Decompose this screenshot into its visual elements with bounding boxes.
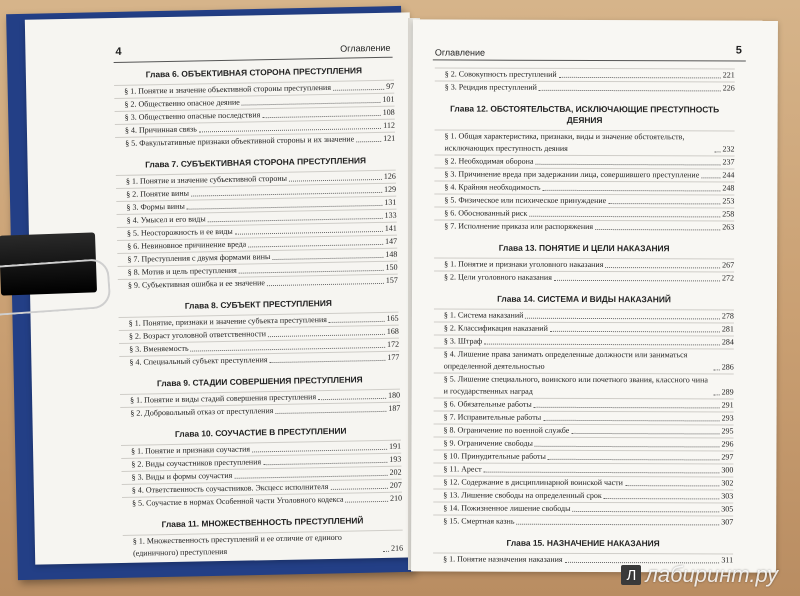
dot-leader [239, 270, 384, 274]
toc-entry [435, 67, 735, 81]
dot-leader [605, 267, 720, 268]
toc-entry-title: § 3. Вменяемость [129, 343, 189, 354]
toc-entry [434, 321, 734, 335]
dot-leader [548, 459, 720, 461]
toc-entry-title: § 3. Причинение вреда при задержании лица, совершившего преступление [444, 169, 700, 180]
toc-entry [434, 180, 734, 194]
dot-leader [275, 411, 386, 414]
toc-entry [433, 514, 733, 528]
toc-entry-title: § 1. Понятие, признаки и значение субъекта преступления [128, 315, 327, 328]
toc-entry-page: 126 [383, 171, 396, 181]
dot-leader [330, 488, 387, 490]
toc-entry-title: § 1. Понятие и виды стадий совершения преступления [130, 392, 317, 405]
toc-entry-page: 112 [383, 120, 395, 130]
toc-entry-title: § 2. Совокупность преступлений [444, 69, 557, 79]
dot-leader [235, 231, 383, 235]
toc-entry-page: 258 [722, 209, 735, 219]
toc-entry-title: § 2. Виды соучастников преступления [131, 457, 262, 469]
watermark-text: лабиринт.ру [645, 562, 778, 587]
toc-entry-page: 253 [722, 196, 735, 206]
dot-leader [604, 498, 720, 499]
toc-entry-title: § 5. Лишение специального, воинского или почетного звания, классного чина и государственных наград [443, 374, 708, 396]
watermark [621, 562, 778, 588]
toc-entry-title: § 8. Мотив и цель преступления [127, 265, 237, 277]
toc-entry [434, 154, 734, 168]
toc-entry-title: § 5. Соучастие в нормах Особенной части Уголовного кодекса [132, 494, 344, 508]
dot-leader [242, 102, 381, 106]
toc-entry [433, 449, 733, 463]
dot-leader [248, 244, 383, 248]
toc-entry-page: 141 [384, 223, 397, 233]
toc-entry-title: § 3. Формы вины [126, 201, 185, 212]
toc-entry-title: § 1. Понятие и признаки уголовного наказания [444, 259, 604, 270]
toc-entry-page: 165 [386, 313, 399, 323]
toc-entry-title: § 6. Обоснованный риск [444, 208, 528, 218]
dot-leader [272, 257, 383, 260]
toc-entry-page: 267 [722, 260, 735, 270]
toc-entry-title: § 9. Ограничение свободы [443, 438, 533, 448]
toc-entry-page: 232 [722, 144, 735, 154]
toc-entry-page: 303 [721, 491, 734, 501]
toc-entry-page: 202 [389, 467, 402, 477]
toc-entry-page: 311 [721, 555, 734, 565]
running-title: Оглавление [340, 42, 391, 54]
toc-entry-title: § 9. Субъективная ошибка и ее значение [127, 278, 265, 290]
toc-entry-title: § 4. Причинная связь [124, 124, 197, 135]
toc-entry-page: 121 [383, 133, 396, 143]
dot-leader [318, 398, 386, 400]
toc-entry [433, 501, 733, 515]
toc-entry-page: 305 [721, 504, 734, 514]
chapter-heading: Глава 9. СТАДИИ СОВЕРШЕНИЯ ПРЕСТУПЛЕНИЯ [156, 374, 363, 389]
toc-entry-page: 150 [385, 262, 398, 272]
toc-entry [123, 530, 403, 560]
toc-entry [434, 308, 734, 322]
toc-entry-page: 302 [721, 478, 734, 488]
dot-leader [536, 164, 721, 166]
dot-leader [252, 449, 387, 453]
toc-entry-title: § 5. Физическое или психическое принуждение [444, 195, 607, 206]
toc-entry-page: 148 [385, 249, 398, 259]
toc-entry-page: 97 [386, 81, 395, 91]
dot-leader [329, 321, 385, 323]
dot-leader [333, 89, 384, 91]
toc-entry [433, 436, 733, 450]
toc-entry [434, 219, 734, 233]
toc-entry-title: § 1. Понятие назначения наказания [443, 554, 563, 564]
page-number: 4 [115, 45, 122, 59]
toc-entry-page: 295 [721, 426, 734, 436]
dot-leader [539, 90, 721, 92]
toc-entry-title: § 3. Общественно опасные последствия [124, 110, 261, 122]
toc-entry-page: 210 [389, 493, 403, 503]
dot-leader [625, 485, 719, 486]
toc-entry-page: 129 [384, 184, 397, 194]
chapter-heading: Глава 11. МНОЖЕСТВЕННОСТЬ ПРЕСТУПЛЕНИЙ [161, 515, 364, 530]
toc-entry-title: § 2. Добровольный отказ от преступления [130, 406, 274, 418]
toc-entry-title: § 3. Штраф [443, 336, 483, 346]
toc-entry [435, 80, 735, 94]
header-rule [433, 59, 746, 61]
toc-entry [433, 475, 733, 489]
toc-entry-page: 168 [386, 326, 399, 336]
toc-entry [434, 347, 734, 373]
dot-leader [543, 420, 720, 422]
toc-entry-title: § 11. Арест [443, 464, 482, 474]
dot-leader [263, 462, 387, 465]
toc-entry-title: § 7. Преступления с двумя формами вины [127, 252, 271, 264]
dot-leader [529, 216, 720, 218]
toc-entry-page: 147 [385, 236, 398, 246]
toc-entry-page: 133 [384, 210, 397, 220]
toc-entry-page: 286 [721, 362, 734, 372]
toc-entry-page: 180 [387, 390, 401, 400]
toc-entry-page: 296 [721, 439, 734, 449]
dot-leader [559, 77, 721, 79]
toc-entry [434, 423, 734, 437]
toc-entry-page: 278 [721, 311, 734, 321]
dot-leader [484, 472, 720, 474]
toc-entry [433, 488, 733, 502]
dot-leader [595, 229, 720, 230]
toc-entry-page: 297 [721, 452, 734, 462]
dot-leader [550, 331, 720, 333]
toc-entry-page: 248 [722, 183, 735, 193]
dot-leader [484, 344, 720, 346]
toc-entry-page: 263 [722, 222, 735, 232]
toc-entry-title: § 4. Ответственность соучастников. Эксцесс исполнителя [131, 482, 329, 495]
toc-entry-title: § 1. Понятие и признаки соучастия [131, 444, 251, 456]
toc-entry [434, 410, 734, 424]
running-title: Оглавление [434, 47, 486, 58]
toc-entry-page: 187 [388, 403, 401, 413]
toc [433, 67, 735, 566]
toc-entry [434, 270, 734, 284]
toc-entry [433, 462, 733, 476]
toc-entry-page: 244 [722, 170, 735, 180]
toc-entry-title: § 3. Виды и формы соучастия [131, 470, 233, 482]
toc-entry-title: § 6. Обязательные работы [443, 399, 532, 409]
toc-entry-page: 131 [384, 197, 397, 207]
toc-entry-title: § 2. Возраст уголовной ответственности [128, 329, 267, 341]
dot-leader [525, 318, 720, 320]
dot-leader [516, 524, 719, 526]
chapter-heading: Глава 7. СУБЪЕКТИВНАЯ СТОРОНА ПРЕСТУПЛЕНИЯ [145, 155, 367, 170]
dot-leader [267, 283, 384, 286]
toc-entry-title: § 5. Факультативные признаки объективной стороны и их значение [125, 134, 355, 148]
toc-entry [434, 167, 734, 181]
dot-leader [572, 511, 719, 513]
toc-entry-page: 108 [382, 107, 395, 117]
chapter-heading: Глава 14. СИСТЕМА И ВИДЫ НАКАЗАНИЙ [497, 293, 671, 305]
dot-leader [714, 394, 720, 395]
toc-entry-title: § 5. Неосторожность и ее виды [126, 226, 233, 238]
toc-entry-title: § 1. Понятие и значение субъективной стороны [125, 173, 288, 186]
toc-entry [434, 193, 734, 207]
toc-entry-title: § 1. Множественность преступлений и ее отличие от единого (единичного) преступления [132, 532, 342, 558]
dot-leader [289, 179, 382, 182]
dot-leader [356, 141, 381, 142]
toc-entry-page: 207 [389, 480, 402, 490]
toc-entry [434, 257, 734, 271]
toc-entry [434, 206, 734, 220]
toc-entry-page: 291 [721, 400, 734, 410]
toc-entry-title: § 2. Классификация наказаний [443, 323, 548, 333]
toc-entry-title: § 13. Лишение свободы на определенный срок [443, 490, 602, 501]
toc-entry-page: 300 [721, 465, 734, 475]
dot-leader [346, 501, 389, 503]
toc-entry-page: 289 [721, 387, 734, 397]
toc-entry-page: 157 [385, 275, 398, 285]
dot-leader [543, 190, 721, 192]
toc-entry-title: § 8. Ограничение по военной службе [443, 425, 570, 435]
toc-entry [434, 129, 734, 155]
chapter-heading: Глава 6. ОБЪЕКТИВНАЯ СТОРОНА ПРЕСТУПЛЕНИЯ [145, 65, 363, 80]
toc-entry [434, 334, 734, 348]
toc-entry-title: § 2. Необходимая оборона [444, 156, 534, 166]
toc-entry-page: 237 [722, 157, 735, 167]
toc-entry-title: § 4. Умысел и его виды [126, 214, 206, 225]
toc-entry-title: § 6. Невиновное причинение вреда [127, 239, 247, 251]
dot-leader [571, 433, 719, 435]
chapter-heading: Глава 12. ОБСТОЯТЕЛЬСТВА, ИСКЛЮЧАЮЩИЕ ПРЕСТУПНОСТЬ ДЕЯНИЯ [450, 103, 720, 126]
toc-entry-title: § 2. Общественно опасное деяние [124, 97, 240, 109]
toc-entry-page: 226 [722, 83, 735, 93]
toc-entry-page: 193 [389, 454, 402, 464]
toc-entry-page: 191 [388, 441, 402, 451]
toc-entry-page: 221 [722, 70, 735, 80]
chapter-heading: Глава 10. СОУЧАСТИЕ В ПРЕСТУПЛЕНИИ [174, 425, 347, 439]
dot-leader [535, 446, 720, 448]
toc-entry-title: § 2. Понятие вины [126, 188, 190, 199]
toc-entry-page: 284 [721, 337, 734, 347]
toc-entry-title: § 4. Крайняя необходимость [444, 182, 541, 192]
toc-entry-title: § 4. Специальный субъект преступления [129, 355, 268, 367]
toc-entry-page: 272 [722, 273, 735, 283]
dot-leader [714, 369, 720, 370]
toc-entry-page: 177 [387, 352, 400, 362]
dot-leader [270, 360, 386, 363]
dot-leader [701, 177, 720, 178]
dot-leader [608, 203, 720, 204]
toc-entry-title: § 14. Пожизненное лишение свободы [443, 503, 571, 513]
page-number: 5 [735, 44, 742, 57]
toc-entry-title: § 3. Рецидив преступлений [444, 82, 537, 92]
toc-entry-title: § 12. Содержание в дисциплинарной воинской части [443, 477, 623, 488]
chapter-heading: Глава 8. СУБЪЕКТ ПРЕСТУПЛЕНИЯ [184, 297, 332, 311]
toc-entry-title: § 1. Система наказаний [443, 310, 524, 320]
toc-entry-page: 216 [390, 543, 404, 553]
toc-entry [434, 397, 734, 411]
toc-entry [434, 372, 734, 398]
dot-leader [234, 475, 387, 479]
toc-entry-page: 281 [721, 324, 734, 334]
toc-entry-title: § 4. Лишение права занимать определенные должности или заниматься определенной деятельностью [443, 349, 688, 371]
toc-entry-page: 101 [382, 94, 395, 104]
toc-entry-title: § 7. Исполнение приказа или распоряжения [444, 221, 594, 231]
toc-entry-title: § 2. Цели уголовного наказания [444, 272, 552, 282]
dot-leader [268, 334, 385, 337]
dot-leader [534, 407, 720, 409]
toc [114, 63, 403, 560]
header-rule [114, 57, 393, 63]
right-page [411, 19, 778, 572]
dot-leader [383, 551, 389, 552]
binder-clip-handle [0, 258, 112, 316]
toc-entry-title: § 1. Понятие и значение объективной стороны преступления [124, 82, 332, 96]
toc-entry-title: § 1. Общая характеристика, признаки, виды и значение обстоятельств, исключающих преступность деяния [444, 131, 685, 153]
toc-entry-page: 293 [721, 413, 734, 423]
dot-leader [715, 151, 721, 152]
toc-entry-title: § 15. Смертная казнь [443, 516, 515, 526]
dot-leader [262, 115, 380, 118]
chapter-heading: Глава 13. ПОНЯТИЕ И ЦЕЛИ НАКАЗАНИЯ [498, 242, 670, 254]
labirint-logo-icon: Л [621, 565, 641, 585]
toc-entry-page: 172 [387, 339, 400, 349]
toc-entry-page: 307 [721, 517, 734, 527]
toc-entry-title: § 7. Исправительные работы [443, 412, 542, 422]
toc-entry-title: § 10. Принудительные работы [443, 451, 546, 461]
dot-leader [554, 280, 720, 282]
chapter-heading: Глава 15. НАЗНАЧЕНИЕ НАКАЗАНИЯ [506, 537, 660, 549]
